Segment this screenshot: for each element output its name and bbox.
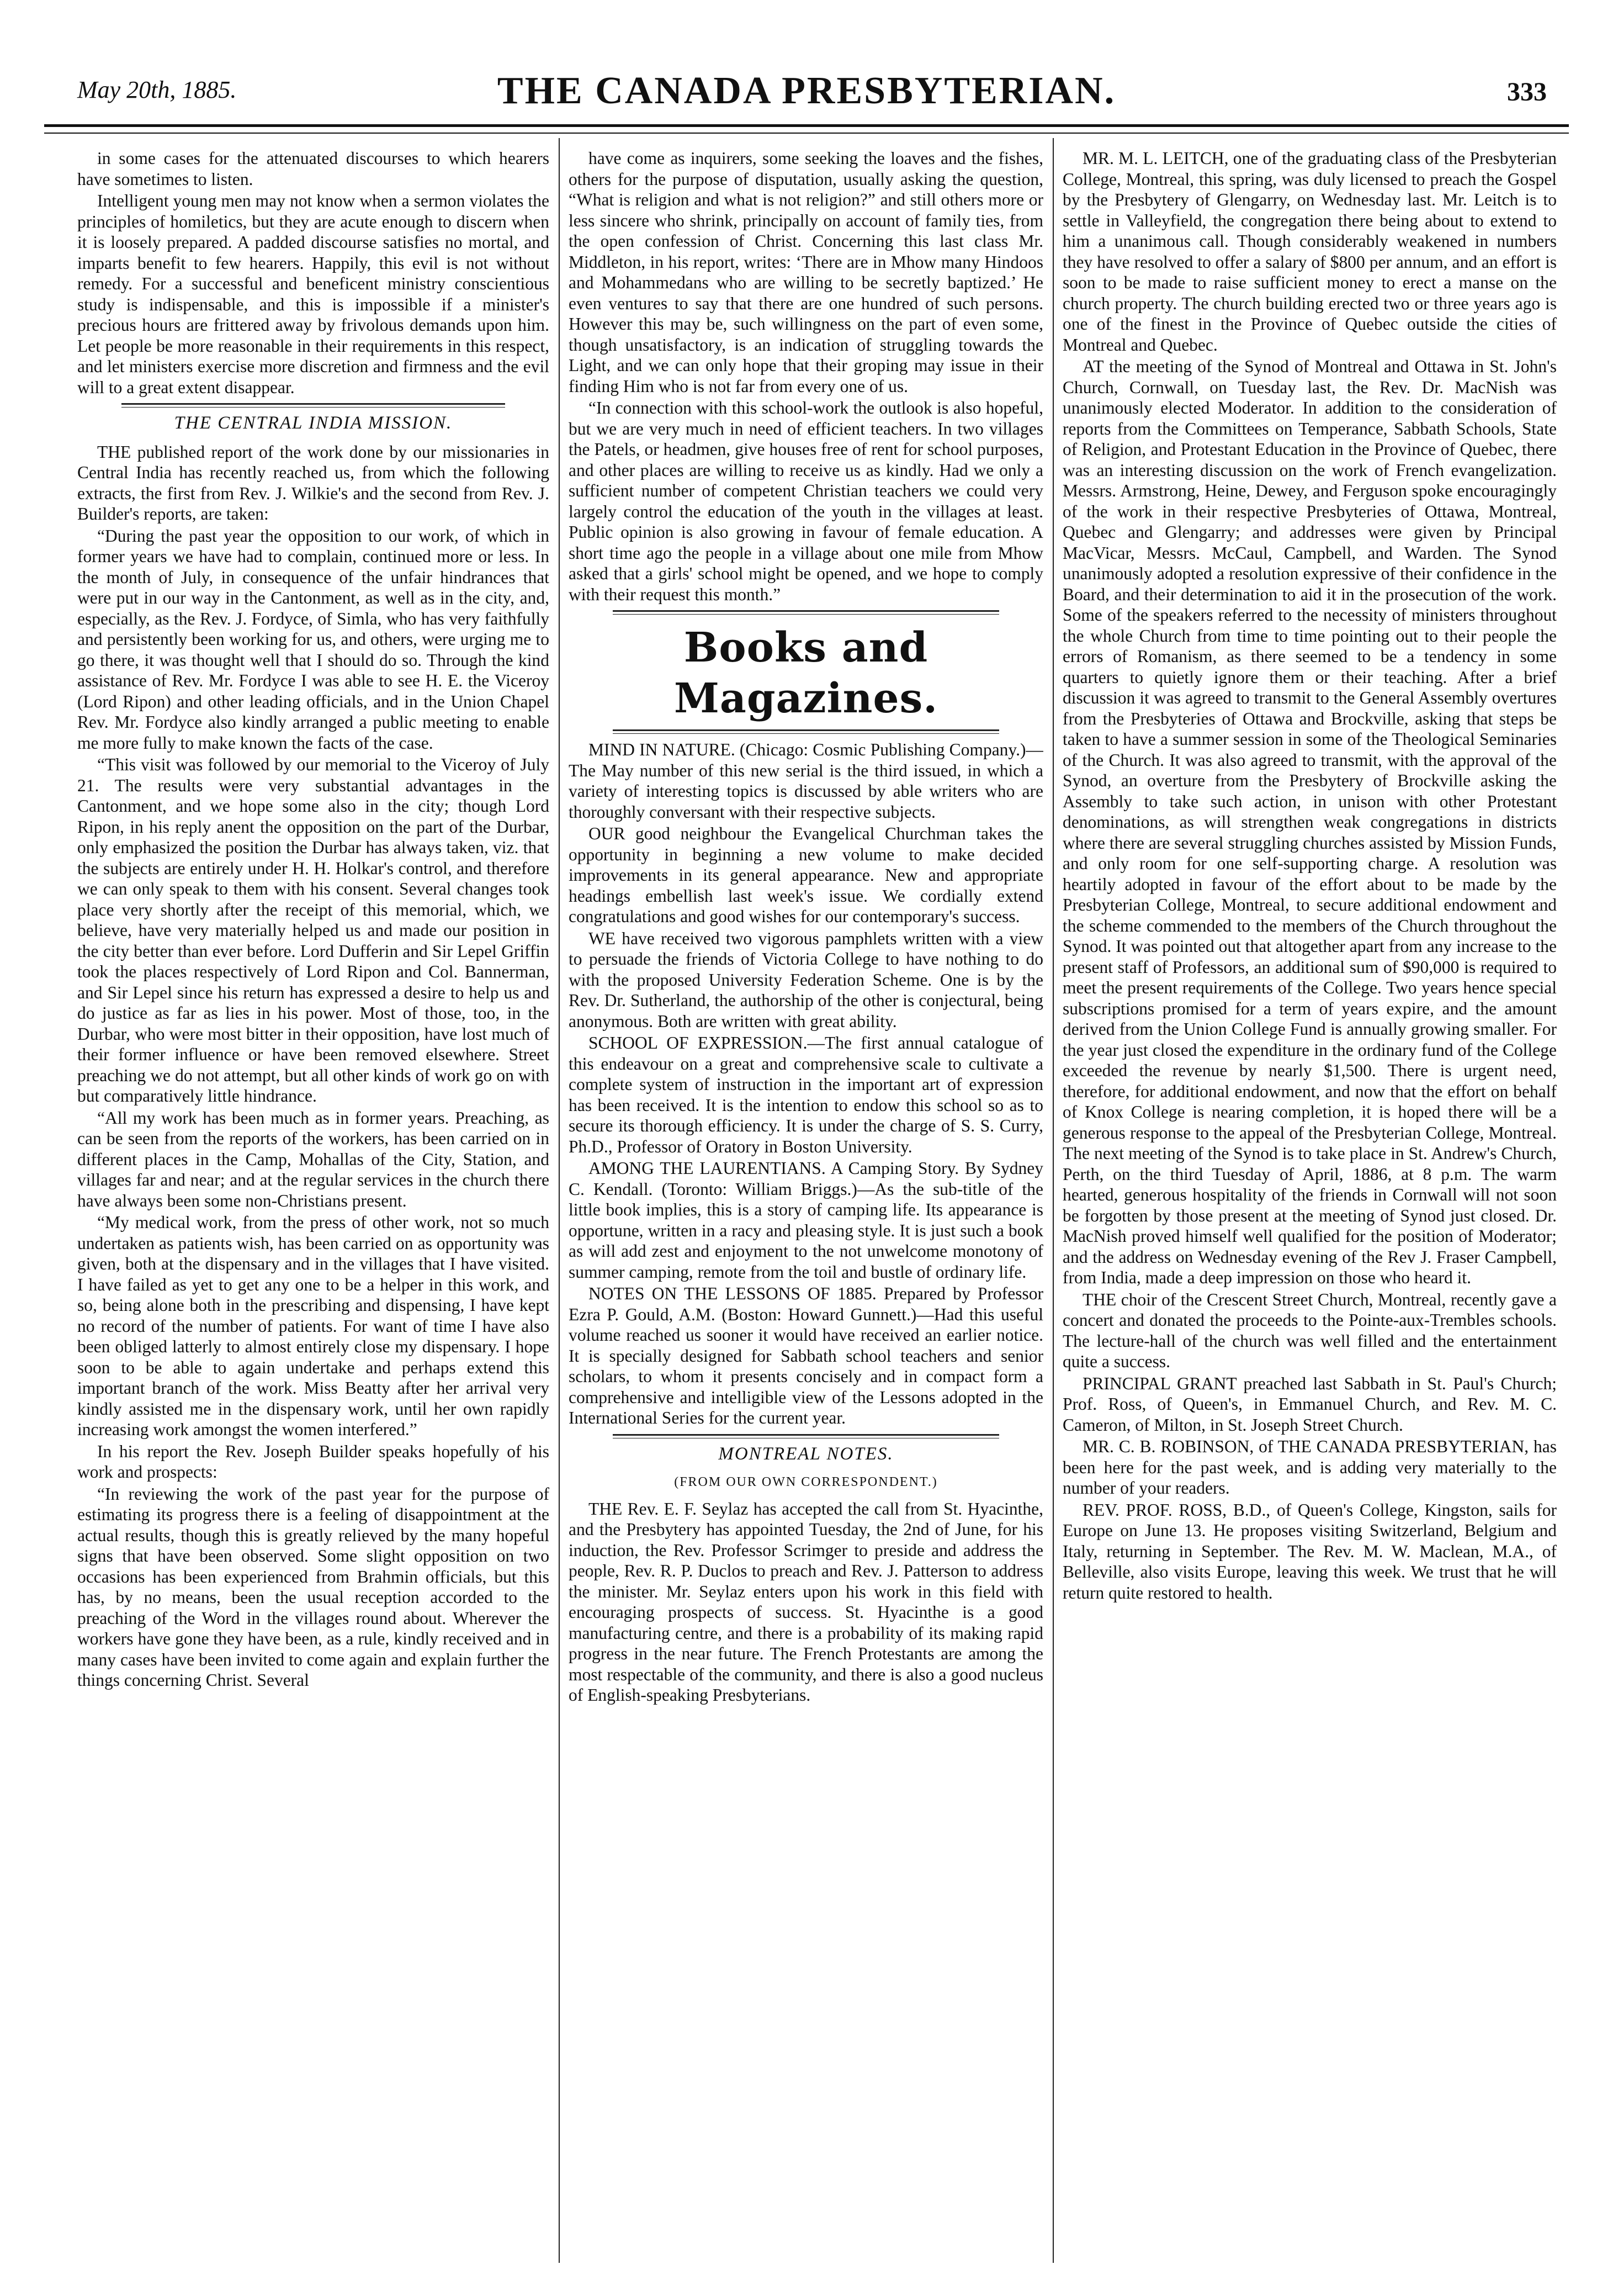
article-paragraph: Intelligent young men may not know when a sermon violates the principles of homiletics, but they are acute enough to discern when it is loosely prepared. A padded discourse satisfies no mortal, and imparts benefit to few hearers. Happily, this evil is not without remedy. For a successful and beneficent ministry conscientious study is indispensable, and this is impossible if a minister's precious hours are frittered away by frivolous demands upon him. Let people be more reasonable in their requirements in this respect, and let ministers exercise more discretion and firmness and the evil will to a great extent disappear. [77, 191, 549, 397]
article-paragraph: THE published report of the work done by our missionaries in Central India has recently reached us, from which the following extracts, the first from Rev. J. Wilkie's and the second from Rev. J. Builder's reports, are taken: [77, 442, 549, 523]
article-paragraph: have come as inquirers, some seeking the loaves and the fishes, others for the purpose of disputation, usually asking the question, “What is religion and what is not religion?” and still others more or less sincere who shrink, principally on account of family ties, from the open confession of Christ. Concerning this last class Mr. Middleton, in his report, writes: ‘There are in Mhow many Hindoos and Mohammedans who are willing to be secretly baptized.’ He even ventures to say that there are one hundred of such persons. However this may be, such willingness on the part of even some, though unsatisfactory, is an indication of struggling towards the Light, and we can only hope that their groping may issue in their finding Him who is not far from every one of us. [569, 149, 1043, 396]
review-paragraph: WE have received two vigorous pamphlets written with a view to persuade the friends of Victoria College to have nothing to do with the proposed University Federation Scheme. One is by the Rev. Dr. Sutherland, the authorship of the other is conjectural, being anonymous. Both are written with great ability. [569, 928, 1043, 1031]
article-paragraph: “My medical work, from the press of other work, not so much undertaken as patients wish, has been carried on as opportunity was given, both at the dispensary and in the villages that I have visited. I have failed as yet to get any one to be a helper in this work, and so, being alone both in the prescribing and dispensing, I have kept no record of the number of patients. For want of time I have also been obliged latterly to almost entirely close my dispensary. I hope soon to be able to again undertake and perhaps extend this important branch of the work. Miss Beatty after her arrival very kindly assisted me in the dispensary work, until her own rapidly increasing work amongst the women interfered.” [77, 1213, 549, 1439]
article-paragraph: “In connection with this school-work the outlook is also hopeful, but we are very much in need of efficient teachers. In two villages the Patels, or headmen, give houses free of rent for school purposes, and other places are willing to receive us as kindly. Had we only a sufficient number of competent Christian teachers we could very largely control the education of the youth in the villages at least. Public opinion is also growing in favour of female education. A short time ago the people in a village about one mile from Mhow asked that a girls' school might be opened, and we hope to comply with their request this month.” [569, 398, 1043, 604]
section-title-central-india: THE CENTRAL INDIA MISSION. [174, 413, 453, 433]
review-paragraph: NOTES ON THE LESSONS OF 1885. Prepared by Professor Ezra P. Gould, A.M. (Boston: Howard Gunnett.)—Had this useful volume reached us sooner it would have received an earlier notice. It is specially designed for Sabbath school teachers and senior scholars, to whom it presents concisely and in compact form a comprehensive and intelligible view of the Lessons adopted in the International Series for the current year. [569, 1284, 1043, 1427]
review-paragraph: AMONG THE LAURENTIANS. A Camping Story. By Sydney C. Kendall. (Toronto: William Briggs.)—As the sub-title of the little book implies, this is a story of camping life. Its appearance is opportune, written in a racy and pleasing style. It is just such a book as will add zest and enjoyment to the not unwelcome monotony of summer camping, remote from the toil and bustle of ordinary life. [569, 1158, 1043, 1282]
review-paragraph: OUR good neighbour the Evangelical Churchman takes the opportunity in beginning a new volume to make decided improvements in its general appearance. New and appropriate headings embellish last week's issue. We cordially extend congratulations and good wishes for our contemporary's success. [569, 824, 1043, 926]
column-middle [569, 148, 1043, 2257]
page-number: 333 [1507, 77, 1547, 107]
article-paragraph: MR. M. L. LEITCH, one of the graduating class of the Presbyterian College, Montreal, this spring, was duly licensed to preach the Gospel by the Presbytery of Glengarry, on Wednesday last. Mr. Leitch is to settle in Valleyfield, the congregation there being about to extend to him a unanimous call. Though considerably weakened in numbers they have resolved to offer a salary of $800 per annum, and an effort is soon to be made to raise sufficient money to erect a manse on the church property. The church building erected two or three years ago is one of the finest in the Province of Quebec outside the cities of Montreal and Quebec. [1063, 149, 1557, 355]
review-paragraph: MIND IN NATURE. (Chicago: Cosmic Publishing Company.)—The May number of this new serial is the third issued, in which a variety of interesting topics is discussed by able writers who are thoroughly conversant with their respective subjects. [569, 740, 1043, 822]
column-right [1063, 148, 1557, 2257]
section-title-books: Books and Magazines. [674, 624, 938, 722]
header-rule [44, 124, 1569, 134]
article-paragraph: MR. C. B. ROBINSON, of THE CANADA PRESBYTERIAN, has been here for the past week, and is adding very materially to the number of your readers. [1063, 1437, 1557, 1498]
article-paragraph: REV. PROF. ROSS, B.D., of Queen's College, Kingston, sails for Europe on June 13. He proposes visiting Switzerland, Belgium and Italy, returning in September. The Rev. M. W. Maclean, M.A., of Belleville, also visits Europe, leaving this week. We trust that he will return quite restored to health. [1063, 1500, 1557, 1602]
column-divider [559, 138, 560, 2263]
page-header [44, 58, 1569, 124]
article-paragraph: “All my work has been much as in former years. Preaching, as can be seen from the reports of the workers, has been carried on in different places in the Camp, Mohallas of the City, Station, and villages far and near; and at the regular services in the church there have always been some non-Christians present. [77, 1108, 549, 1210]
section-title-montreal: MONTREAL NOTES. [718, 1443, 894, 1464]
column-divider [1053, 138, 1054, 2263]
review-paragraph: SCHOOL OF EXPRESSION.—The first annual catalogue of this endeavour on a great and comprehensive scale to cultivate a complete system of instruction in the important art of expression has been received. It is the intention to endow this school so as to secure its thorough efficiency. It is under the charge of S. S. Curry, Ph.D., Professor of Oratory in Boston University. [569, 1033, 1043, 1156]
masthead-title: THE CANADA PRESBYTERIAN. [497, 70, 1116, 112]
correspondent-note: (FROM OUR OWN CORRESPONDENT.) [674, 1475, 938, 1489]
section-rule [613, 729, 999, 734]
column-left [77, 148, 549, 2257]
issue-date: May 20th, 1885. [77, 76, 237, 103]
article-paragraph: THE Rev. E. F. Seylaz has accepted the call from St. Hyacinthe, and the Presbytery has appointed Tuesday, the 2nd of June, for his induction, the Rev. Professor Scrimger to preside and address the people, Rev. R. P. Duclos to preach and Rev. J. Patterson to address the minister. Mr. Seylaz enters upon his work in this field with encouraging prospects of success. St. Hyacinthe is a good manufacturing centre, and there is a probability of its making rapid progress in the near future. The French Protestants are among the most respectable of the community, and there is also a good nucleus of English-speaking Presbyterians. [569, 1499, 1043, 1705]
section-rule [613, 610, 999, 615]
section-rule [613, 1434, 999, 1438]
article-paragraph: “This visit was followed by our memorial to the Viceroy of July 21. The results were very substantial advantages in the Cantonment, and we hope some also in the city; though Lord Ripon, in his reply anent the opposition on the part of the Durbar, only emphasized the position the Durbar has always taken, viz. that the subjects are entirely under H. H. Holkar's control, and therefore we can only speak to them with his consent. Several changes took place very shortly after the receipt of this memorial, which, we believe, have very materially helped us and made our position in the city better than ever before. Lord Dufferin and Sir Lepel Griffin took the places respectively of Lord Ripon and Col. Bannerman, and Sir Lepel since his return has expressed a desire to help us and do justice as far as lies in his power. Most of those, too, in the Durbar, who were most bitter in their opposition, have lost much of their former influence or have been removed elsewhere. Street preaching we do not attempt, but all other kinds of work go on with but comparatively little hindrance. [77, 755, 549, 1105]
article-paragraph: in some cases for the attenuated discourses to which hearers have sometimes to listen. [77, 149, 549, 189]
section-rule [121, 403, 505, 408]
article-paragraph: In his report the Rev. Joseph Builder speaks hopefully of his work and prospects: [77, 1441, 549, 1482]
article-paragraph: THE choir of the Crescent Street Church, Montreal, recently gave a concert and donated the proceeds to the Pointe-aux-Trembles schools. The lecture-hall of the church was well filled and the entertainment quite a success. [1063, 1289, 1557, 1371]
article-paragraph: “During the past year the opposition to our work, of which in former years we have had to complain, continued more or less. In the month of July, in consequence of the unfair hindrances that were put in our way in the Cantonment, as well as in the city, and, especially, as the Rev. J. Fordyce, of Simla, who has very faithfully and persistently been working for us, and others, were urging me to go there, it was thought well that I should do so. Through the kind assistance of Rev. Mr. Fordyce I was able to see H. E. the Viceroy (Lord Ripon) and other leading officials, and in the Union Chapel Rev. Mr. Fordyce also kindly arranged a public meeting to enable me more fully to make known the facts of the case. [77, 526, 549, 753]
article-paragraph: “In reviewing the work of the past year for the purpose of estimating its progress there is a feeling of disappointment at the actual results, though this is greatly relieved by the many hopeful signs that have been observed. Some slight opposition on two occasions has been experienced from Brahmin officials, but this has, by no means, been the usual reception accorded to the preaching of the Word in the villages round about. Wherever the workers have gone they have been, as a rule, kindly received and in many cases have been invited to come again and explain further the things concerning Christ. Several [77, 1484, 549, 1690]
article-paragraph: AT the meeting of the Synod of Montreal and Ottawa in St. John's Church, Cornwall, on Tuesday last, the Rev. Dr. MacNish was unanimously elected Moderator. In addition to the consideration of reports from the Committees on Temperance, Sabbath Schools, State of Religion, and Protestant Education in the Province of Quebec, there was an interesting discussion on the work of French evangelization. Messrs. Armstrong, Heine, Dewey, and Ferguson spoke encouragingly of the work in their respective Presbyteries of Ottawa, Montreal, Quebec and Glengarry; and addresses were given by Principal MacVicar, Messrs. McCaul, Campbell, and Warden. The Synod unanimously adopted a resolution expressive of their confidence in the Board, and their determination to aid it in the prosecution of the work. Some of the speakers referred to the necessity of ministers throughout the whole Church from time to time pointing out to their people the errors of Romanism, as there seemed to be a tendency in some quarters to quietly ignore them or their teaching. After a brief discussion it was agreed to transmit to the General Assembly overtures from the Presbyteries of Ottawa and Brockville, asking that steps be taken to have a summer session in some of the Theological Seminaries of the Church. It was also agreed to transmit, with the approval of the Synod, an overture from the Presbytery of Brockville asking the Assembly to take such action, in unison with other Protestant denominations, as will strengthen weak congregations in districts where there are several struggling churches assisted by Mission Funds, and only room for one self-supporting charge. A resolution was heartily adopted in favour of the effort about to be made by the Presbyterian College, Montreal, to secure additional endowment and the scheme commended to the members of the Church throughout the Synod. It was pointed out that altogether apart from any increase to the present staff of Professors, an additional sum of $90,000 is required to meet the present requirements of the College. Two years hence special subscriptions promised for a term of years expire, and the amount derived from the Union College Fund is annually growing smaller. For the year just closed the expenditure in the ordinary fund of the College exceeded the revenue by nearly $1,500. There is urgent need, therefore, for additional endowment, and now that the effort on behalf of Knox College is nearing completion, it is hoped there will be a generous response to the appeal of the Presbyterian College, Montreal. The next meeting of the Synod is to take place in St. Andrew's Church, Perth, on the third Tuesday of April, 1886, at 8 p.m. The warm hearted, generous hospitality of the friends in Cornwall will not soon be forgotten by those present at the meeting of Synod just closed. Dr. MacNish proved himself well qualified for the position of Moderator; and the address on Wednesday evening of the Rev J. Fraser Campbell, from India, made a deep impression on those who heard it. [1063, 357, 1557, 1287]
article-paragraph: PRINCIPAL GRANT preached last Sabbath in St. Paul's Church; Prof. Ross, of Queen's, in Emmanuel Church, and Rev. M. C. Cameron, of Milton, in St. Joseph Street Church. [1063, 1373, 1557, 1435]
